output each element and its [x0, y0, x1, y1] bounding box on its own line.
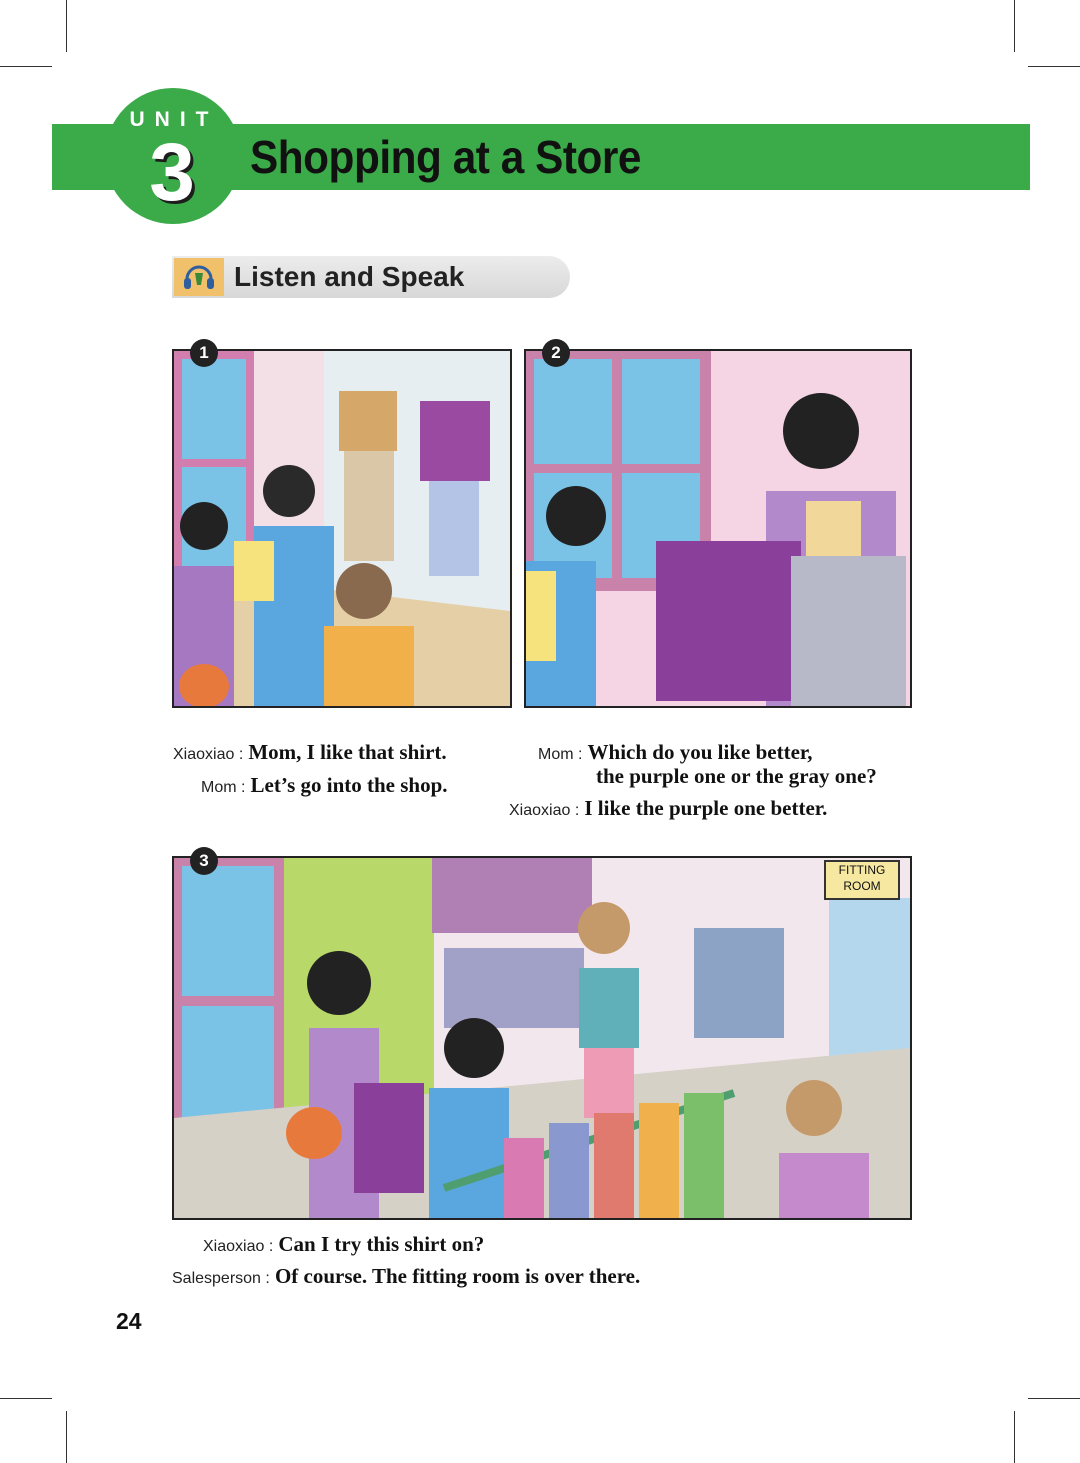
speaker-label: Mom : [538, 746, 583, 763]
dialogue-text: Let’s go into the shop. [250, 773, 448, 797]
crop-mark [0, 1398, 52, 1399]
illustration-panel-2 [524, 349, 912, 708]
speaker-label: Mom : [201, 779, 246, 796]
crop-mark [1028, 66, 1080, 67]
dialogue-line [538, 740, 813, 765]
unit-number: 3 [149, 127, 195, 218]
speaker-label: Xiaoxiao : [173, 746, 244, 763]
crop-mark [1014, 0, 1015, 52]
panel-number-badge: 3 [190, 847, 218, 875]
dialogue-line [203, 1232, 484, 1257]
crop-mark [66, 1411, 67, 1463]
sign-line: ROOM [843, 879, 881, 893]
crop-mark [66, 0, 67, 52]
speaker-label: Xiaoxiao : [203, 1238, 274, 1255]
dialogue-text: the purple one or the gray one? [596, 764, 877, 788]
dialogue-text: Mom, I like that shirt. [248, 740, 447, 764]
dialogue-line [172, 1264, 640, 1289]
speaker-label: Xiaoxiao : [509, 802, 580, 819]
panel-number-badge: 2 [542, 339, 570, 367]
illustration-panel-1 [172, 349, 512, 708]
section-title: Listen and Speak [234, 261, 465, 292]
dialogue-line [201, 773, 448, 798]
illustration-panel-3 [172, 856, 912, 1220]
speaker-label: Salesperson : [172, 1270, 270, 1287]
dialogue-line [173, 740, 447, 765]
sign-line: FITTING [838, 863, 886, 877]
dialogue-text: Of course. The fitting room is over there. [274, 1264, 641, 1288]
fitting-room-sign [824, 860, 900, 900]
dialogue-text: I like the purple one better. [584, 796, 828, 820]
crop-mark [1014, 1411, 1015, 1463]
crop-mark [0, 66, 52, 67]
page-number: 24 [116, 1308, 142, 1334]
dialogue-line [509, 796, 827, 821]
panel-number-badge: 1 [190, 339, 218, 367]
headphones-icon[interactable] [174, 258, 224, 296]
unit-label: UNIT [129, 108, 219, 131]
dialogue-text: Can I try this shirt on? [278, 1232, 485, 1256]
unit-title: Shopping at a Store [250, 131, 641, 183]
crop-mark [1028, 1398, 1080, 1399]
dialogue-text: Which do you like better, [587, 740, 813, 764]
dialogue-line [596, 764, 877, 789]
